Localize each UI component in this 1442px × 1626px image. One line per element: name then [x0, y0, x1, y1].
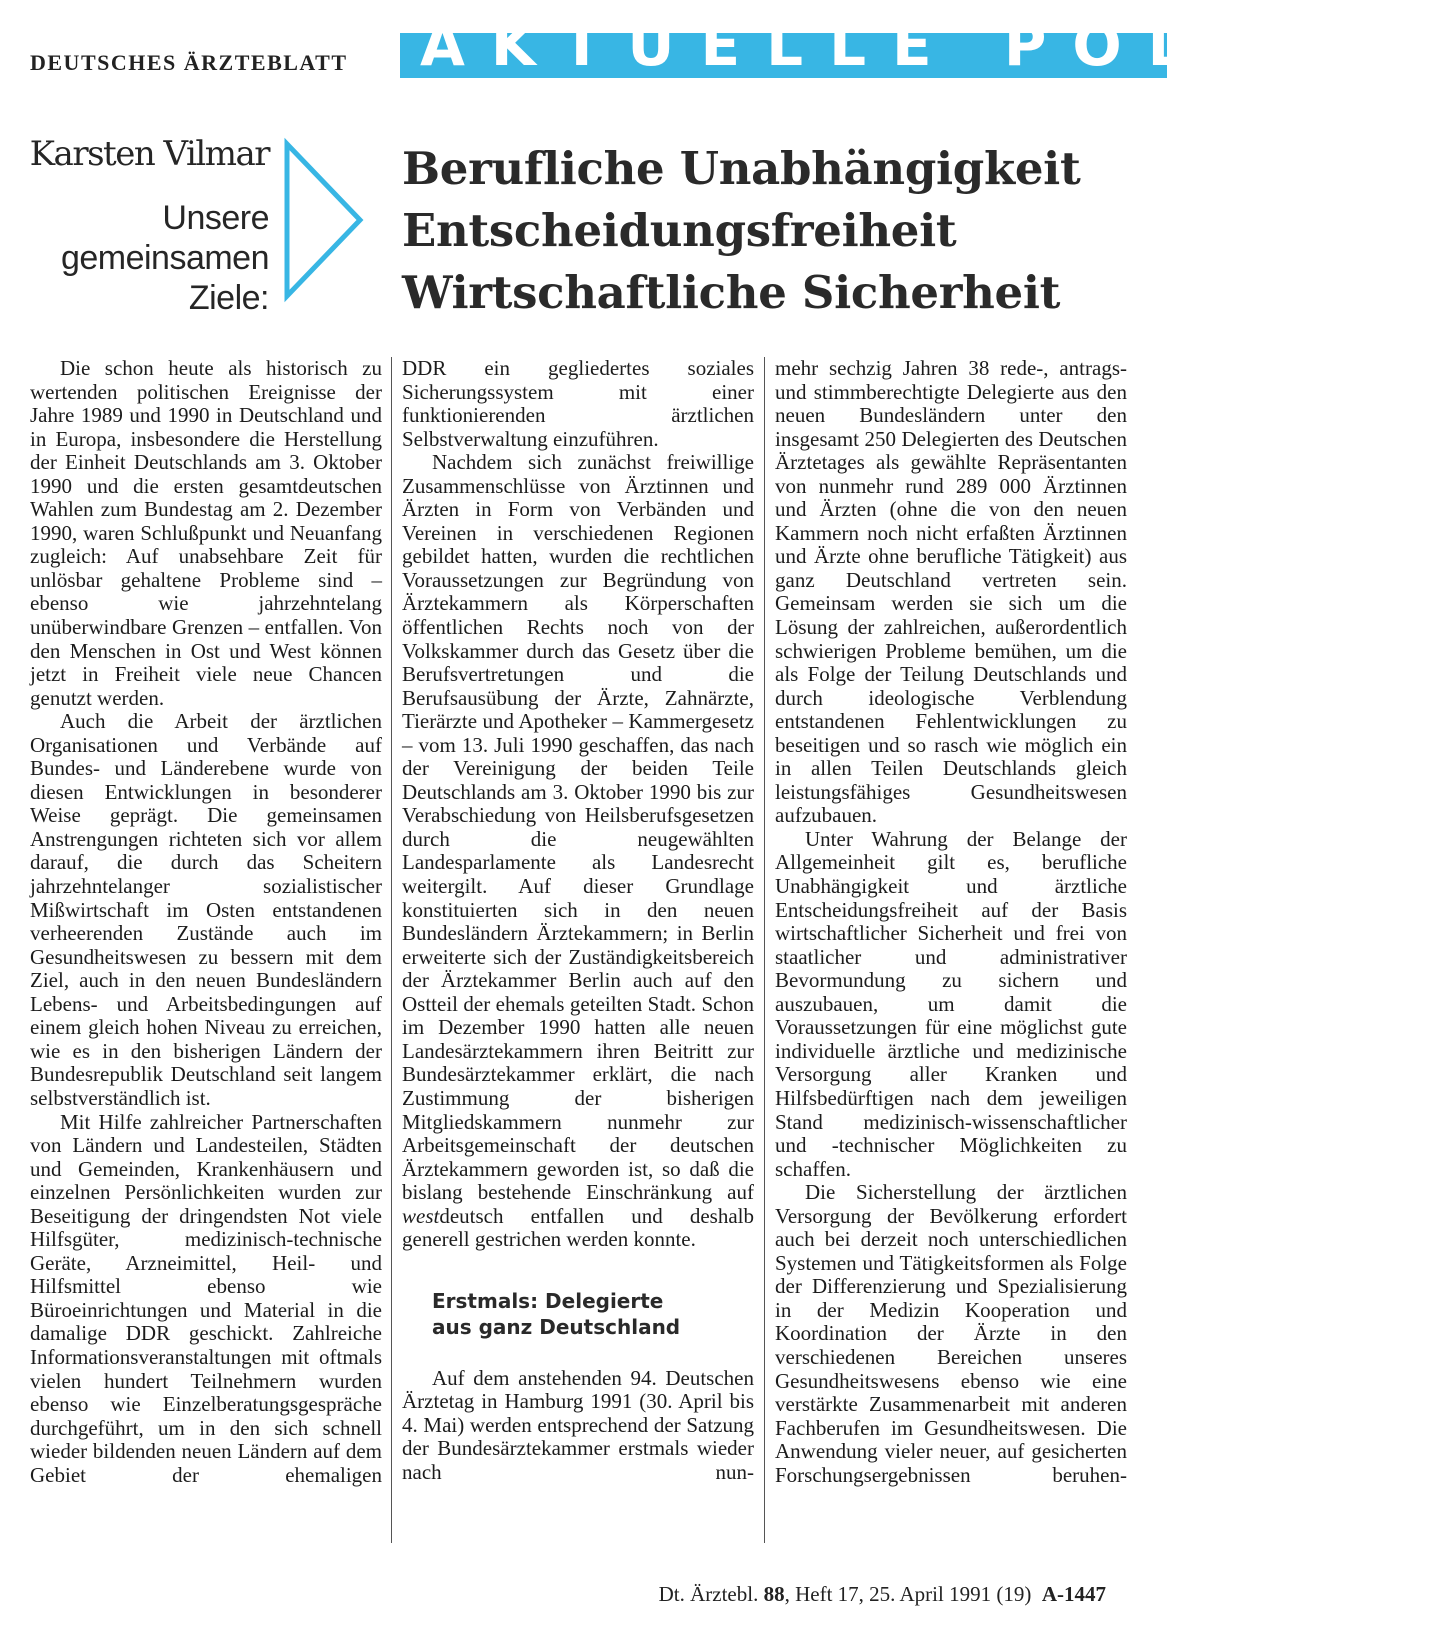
author-name: Karsten Vilmar	[29, 134, 269, 174]
subheading	[432, 1288, 754, 1340]
paragraph: Auch die Arbeit der ärztlichen Organisationen und Verbände auf Bundes- und Länderebene wurde von diesen Entwicklungen in besonderer Weise geprägt. Die gemeinsamen Anstrengungen richteten sich vor allem darauf, die durch das Scheitern jahrzehntelanger sozialistischer Mißwirtschaft im Osten entstandenen verheerenden Zustände auch im Gesundheitswesen zu bessern mit dem Ziel, auch in den neuen Bundesländern Lebens- und Arbeitsbedingungen auf einem gleich hohen Niveau zu erreichen, wie es in den bisherigen Ländern der Bundesrepublik Deutschland seit langem selbstverständlich ist.	[30, 709, 382, 1110]
subheading-line: aus ganz Deutschland	[432, 1314, 681, 1339]
headline-line: Berufliche Unabhängigkeit	[402, 142, 1081, 195]
paragraph: Die schon heute als historisch zu wertenden politischen Ereignisse der Jahre 1989 und 1990 in Deutschland und in Europa, insbesondere die Herstellung der Einheit Deutschlands am 3. Oktober 1990 und die ersten gesamtdeutschen Wahlen zum Bundestag am 2. Dezember 1990, waren Schlußpunkt und Neuanfang zugleich: Auf unabsehbare Zeit für unlösbar gehaltene Probleme sind – ebenso wie jahrzehntelang unüberwindbare Grenzen – entfallen. Von den Menschen in Ost und West können jetzt in Freiheit viele neue Chancen genutzt werden.	[30, 356, 382, 710]
citation: , Heft 17, 25. April 1991 (19)	[784, 1582, 1032, 1606]
column-divider	[764, 357, 765, 1543]
paragraph	[402, 451, 754, 1252]
article-column-1	[30, 357, 382, 1487]
section-banner	[400, 11, 1442, 79]
headline-line: Wirtschaftliche Sicherheit	[402, 266, 1061, 319]
column-divider	[391, 357, 392, 1543]
page-footer	[659, 1582, 1106, 1607]
paragraph: Unter Wahrung der Belange der Allgemeinheit gilt es, berufliche Unabhängigkeit und ärztliche Entscheidungsfreiheit auf der Basis wirtschaftlicher Sicherheit und frei von staatlicher und administrativer Bevormundung zu sichern und auszubauen, um damit die Voraussetzungen für eine möglichst gute individuelle ärztliche und medizinische Versorgung aller Kranken und Hilfsbedürftigen nach dem jeweiligen Stand medizinisch-wissenschaftlicher und -technischer Möglichkeiten zu schaffen.	[775, 826, 1127, 1181]
right-pointing-triangle-icon	[283, 140, 365, 300]
subheading-line: Erstmals: Delegierte	[432, 1288, 664, 1313]
citation: Dt. Ärztebl.	[658, 1582, 764, 1606]
paragraph: mehr sechzig Jahren 38 rede-, antrags- und stimmberechtigte Delegierte aus den neuen Bundesländern unter den insgesamt 250 Delegierten des Deutschen Ärztetages als gewählte Repräsentanten von nunmehr rund 289 000 Ärztinnen und Ärzten (ohne die von den neuen Kammern noch nicht erfaßten Ärztinnen und Ärzte ohne berufliche Tätigkeit) aus ganz Deutschland vertreten sein. Gemeinsam werden sie sich um die Lösung der zahlreichen, außerordentlich schwierigen Probleme bemühen, um die als Folge der Teilung Deutschlands und durch ideologische Verblendung entstandenen Fehlentwicklungen zu beseitigen und so rasch wie möglich ein in allen Teilen Deutschlands gleich leistungsfähiges Gesundheitswesen aufzubauen.	[775, 356, 1127, 828]
kicker-line: gemeinsamen	[60, 239, 269, 277]
article-column-3	[775, 357, 1127, 1487]
paragraph: Die Sicherstellung der ärztlichen Versorgung der Bevölkerung erfordert auch bei derzeit noch unterschiedlichen Systemen und Tätigkeitsformen als Folge der Differenzierung und Spezialisierung in der Medizin Kooperation und Koordination der Ärzte in den verschiedenen Bereichen unseres Gesundheitswesens ebenso wie eine verstärkte Zusammenarbeit mit anderen Fachberufen im Gesundheitswesen. Die Anwendung vieler neuer, auf gesicherten Forschungsergebnissen beruhen-	[775, 1180, 1127, 1487]
volume: 88	[763, 1582, 785, 1606]
masthead: DEUTSCHES ÄRZTEBLATT	[30, 50, 348, 75]
italic-text: west	[402, 1203, 440, 1228]
page-number: A-1447	[1041, 1582, 1106, 1606]
paragraph: Auf dem anstehenden 94. Deutschen Ärztetag in Hamburg 1991 (30. April bis 4. Mai) werden entsprechend der Satzung der Bundesärztekammer erstmals wieder nach nun-	[402, 1365, 754, 1484]
paragraph-text: deutsch entfallen und deshalb generell gestrichen werden konnte.	[402, 1203, 754, 1252]
headline	[402, 138, 1080, 324]
headline-line: Entscheidungsfreiheit	[402, 204, 957, 257]
kicker-line: Unsere	[162, 199, 269, 237]
kicker	[61, 198, 269, 318]
article-column-2	[402, 357, 754, 1485]
paragraph: DDR ein gegliedertes soziales Sicherungssystem mit einer funktionierenden ärztlichen Selbstverwaltung einzuführen.	[402, 356, 754, 451]
section-title: AKTUELLE POLITIK	[420, 11, 1442, 79]
paragraph-text: Nachdem sich zunächst freiwillige Zusammenschlüsse von Ärztinnen und Ärzten in Form von Verbänden und Vereinen in verschiedenen Regionen gebildet hatten, wurden die rechtlichen Voraussetzungen zur Begründung von Ärztekammern als Körperschaften öffentlichen Rechts noch von der Volkskammer durch das Gesetz über die Berufsvertretungen und die Berufsausübung der Ärzte, Zahnärzte, Tierärzte und Apotheker – Kammergesetz – vom 13. Juli 1990 geschaffen, das nach der Vereinigung der beiden Teile Deutschlands am 3. Oktober 1990 bis zur Verabschiedung von Heilsberufsgesetzen durch die neugewählten Landesparlamente als Landesrecht weitergilt. Auf dieser Grundlage konstituierten sich in den neuen Bundesländern Ärztekammern; in Berlin erweiterte sich der Zuständigkeitsbereich der Ärztekammer Berlin auch auf den Ostteil der ehemals geteilten Stadt. Schon im Dezember 1990 hatten alle neuen Landesärztekammern ihren Beitritt zur Bundesärztekammer erklärt, die nach Zustimmung der bisherigen Mitgliedskammern nunmehr zur Arbeitsgemeinschaft der deutschen Ärztekammern geworden ist, so daß die bislang bestehende Einschränkung auf	[402, 450, 754, 1205]
paragraph: Mit Hilfe zahlreicher Partnerschaften von Ländern und Landesteilen, Städten und Gemeinden, Krankenhäusern und einzelnen Persönlichkeiten wurden zur Beseitigung der dringendsten Not viele Hilfsgüter, medizinisch-technische Geräte, Arzneimittel, Heil- und Hilfsmittel ebenso wie Büroeinrichtungen und Material in die damalige DDR geschickt. Zahlreiche Informationsveranstaltungen mit oftmals vielen hundert Teilnehmern wurden ebenso wie Einzelberatungsgespräche durchgeführt, um in den sich schnell wieder bildenden neuen Ländern auf dem Gebiet der ehemaligen	[30, 1109, 382, 1487]
kicker-line: Ziele:	[188, 279, 269, 317]
